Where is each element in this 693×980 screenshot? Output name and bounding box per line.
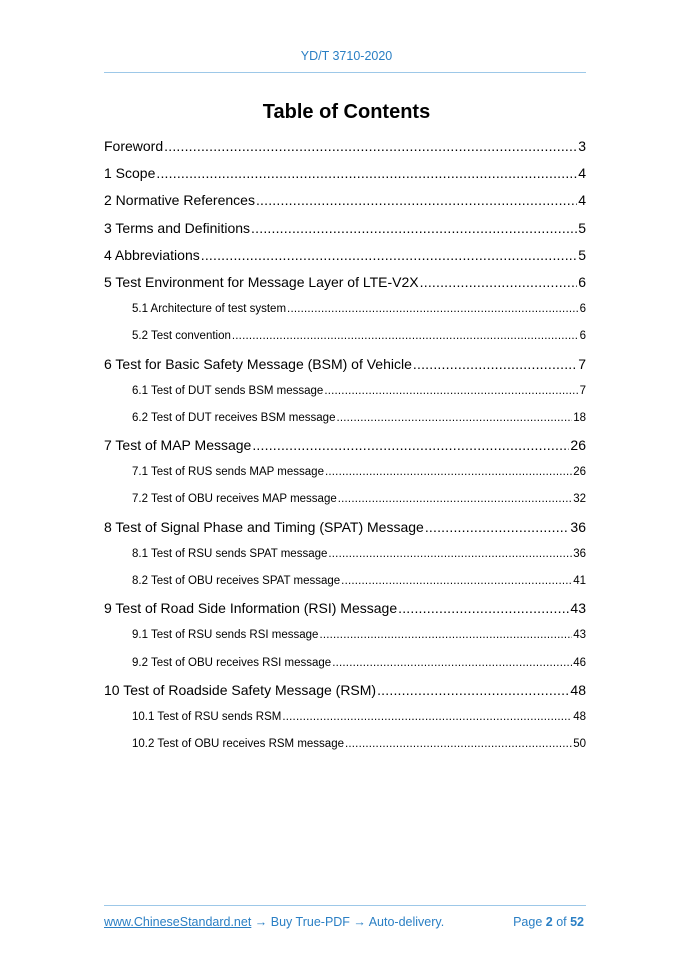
toc-entry-page: 48 [573,710,586,723]
toc-entry[interactable] [104,351,586,378]
toc-entry-label: 6.2 Test of DUT receives BSM message [132,411,336,424]
toc-entry-page: 7 [578,355,586,372]
toc-leader-dots [425,514,570,541]
toc-leader-dots [319,622,572,649]
toc-subentry[interactable] [104,323,586,350]
toc-leader-dots [341,568,572,595]
toc-entry-page: 43 [573,629,586,642]
toc-subentry[interactable] [104,541,586,568]
toc-entry-label: 9.1 Test of RSU sends RSI message [132,629,319,642]
toc-leader-dots [201,242,577,269]
toc-entry-page: 48 [570,681,586,698]
toc-entry-label: 7.1 Test of RUS sends MAP message [132,466,324,479]
toc-entry-label: 8 Test of Signal Phase and Timing (SPAT) Message [104,518,424,535]
toc-leader-dots [328,541,572,568]
toc-leader-dots [398,595,569,622]
toc-leader-dots [336,405,572,432]
toc-entry-label: Foreword [104,138,164,154]
toc-entry-label: 10 Test of Roadside Safety Message (RSM) [104,681,377,698]
page-indicator [513,915,584,929]
toc-entry-page: 41 [573,575,586,587]
toc-subentry[interactable] [104,622,586,649]
toc-entry[interactable] [104,215,586,242]
toc-entry[interactable] [104,242,586,269]
toc-entry-page: 7 [579,384,586,397]
toc-leader-dots [256,187,577,214]
toc-entry-label: 7 Test of MAP Message [104,437,252,454]
toc-entry-page: 6 [579,330,586,343]
toc-entry-label: 2 Normative References [104,192,255,209]
toc-entry[interactable] [104,269,586,296]
toc-entry-label: 9 Test of Road Side Information (RSI) Message [104,600,398,617]
toc-entry-page: 5 [578,219,586,236]
page-title: Table of Contents [262,101,431,123]
toc-subentry[interactable] [104,731,586,758]
footer-tagline: → Buy True-PDF → Auto-delivery. [251,915,445,929]
toc-entry-label: 5 Test Environment for Message Layer of LTE-V2X [104,273,419,290]
toc-subentry[interactable] [104,568,586,595]
toc-entry-page: 36 [570,518,586,535]
toc-leader-dots [377,677,569,704]
toc-subentry[interactable] [104,459,586,486]
toc-entry-label: 5.2 Test convention [132,330,231,343]
toc-entry[interactable] [104,677,586,704]
toc-subentry[interactable] [104,650,586,677]
toc-subentry[interactable] [104,378,586,405]
page-total: 52 [570,915,584,929]
toc-leader-dots [420,269,578,296]
toc-entry[interactable] [104,514,586,541]
toc-entry-label: 6 Test for Basic Safety Message (BSM) of Vehicle [104,355,412,372]
toc-entry-page: 43 [570,600,586,617]
toc-entry-label: 1 Scope [104,165,156,182]
toc-entry[interactable] [104,432,586,459]
toc-leader-dots [413,351,577,378]
toc-subentry[interactable] [104,486,586,513]
toc-entry-page: 5 [578,246,586,263]
toc-entry-page: 6 [579,303,586,316]
toc-entry-page: 3 [578,138,586,154]
toc-entry-label: 10.1 Test of RSU sends RSM [132,710,282,723]
toc-entry-page: 46 [573,656,586,669]
toc-entry-page: 18 [573,411,586,424]
toc-entry-label: 10.2 Test of OBU receives RSM message [132,738,344,751]
toc-leader-dots [164,133,577,160]
page-current: 2 [545,915,553,929]
toc-leader-dots [232,323,579,350]
toc-leader-dots [282,704,572,731]
toc-entry-page: 32 [573,493,586,506]
toc-entry[interactable] [104,595,586,622]
toc-subentry[interactable] [104,296,586,323]
toc-leader-dots [345,731,572,758]
toc-leader-dots [325,459,572,486]
page-label: Page [513,915,546,929]
toc-entry[interactable] [104,160,586,187]
toc-leader-dots [156,160,577,187]
toc-entry-label: 8.1 Test of RSU sends SPAT message [132,547,328,560]
toc-entry-label: 3 Terms and Definitions [104,219,251,236]
footer [104,915,586,929]
toc-entry-page: 26 [570,437,586,454]
table-of-contents [104,133,586,758]
toc-entry-page: 6 [578,273,586,290]
toc-entry-page: 26 [573,466,586,479]
toc-entry[interactable] [104,187,586,214]
toc-entry-label: 9.2 Test of OBU receives RSI message [132,656,332,669]
toc-subentry[interactable] [104,704,586,731]
toc-entry-page: 4 [578,165,586,182]
website-link[interactable]: www.ChineseStandard.net [104,915,252,929]
toc-subentry[interactable] [104,405,586,432]
toc-leader-dots [287,296,579,323]
footer-divider [104,905,586,906]
toc-entry[interactable] [104,133,586,160]
toc-leader-dots [324,378,578,405]
toc-entry-page: 50 [573,738,586,751]
toc-entry-label: 6.1 Test of DUT sends BSM message [132,384,324,397]
toc-entry-label: 8.2 Test of OBU receives SPAT message [132,575,341,587]
page-of-label: of [552,915,571,929]
toc-entry-page: 4 [578,192,586,209]
toc-leader-dots [338,486,572,513]
toc-leader-dots [332,650,572,677]
toc-entry-page: 36 [573,547,586,560]
document-id: YD/T 3710-2020 [300,49,393,63]
header-divider [104,72,586,73]
toc-entry-label: 4 Abbreviations [104,246,200,263]
toc-leader-dots [251,215,577,242]
toc-entry-label: 5.1 Architecture of test system [132,303,287,316]
toc-leader-dots [252,432,569,459]
toc-entry-label: 7.2 Test of OBU receives MAP message [132,493,337,506]
